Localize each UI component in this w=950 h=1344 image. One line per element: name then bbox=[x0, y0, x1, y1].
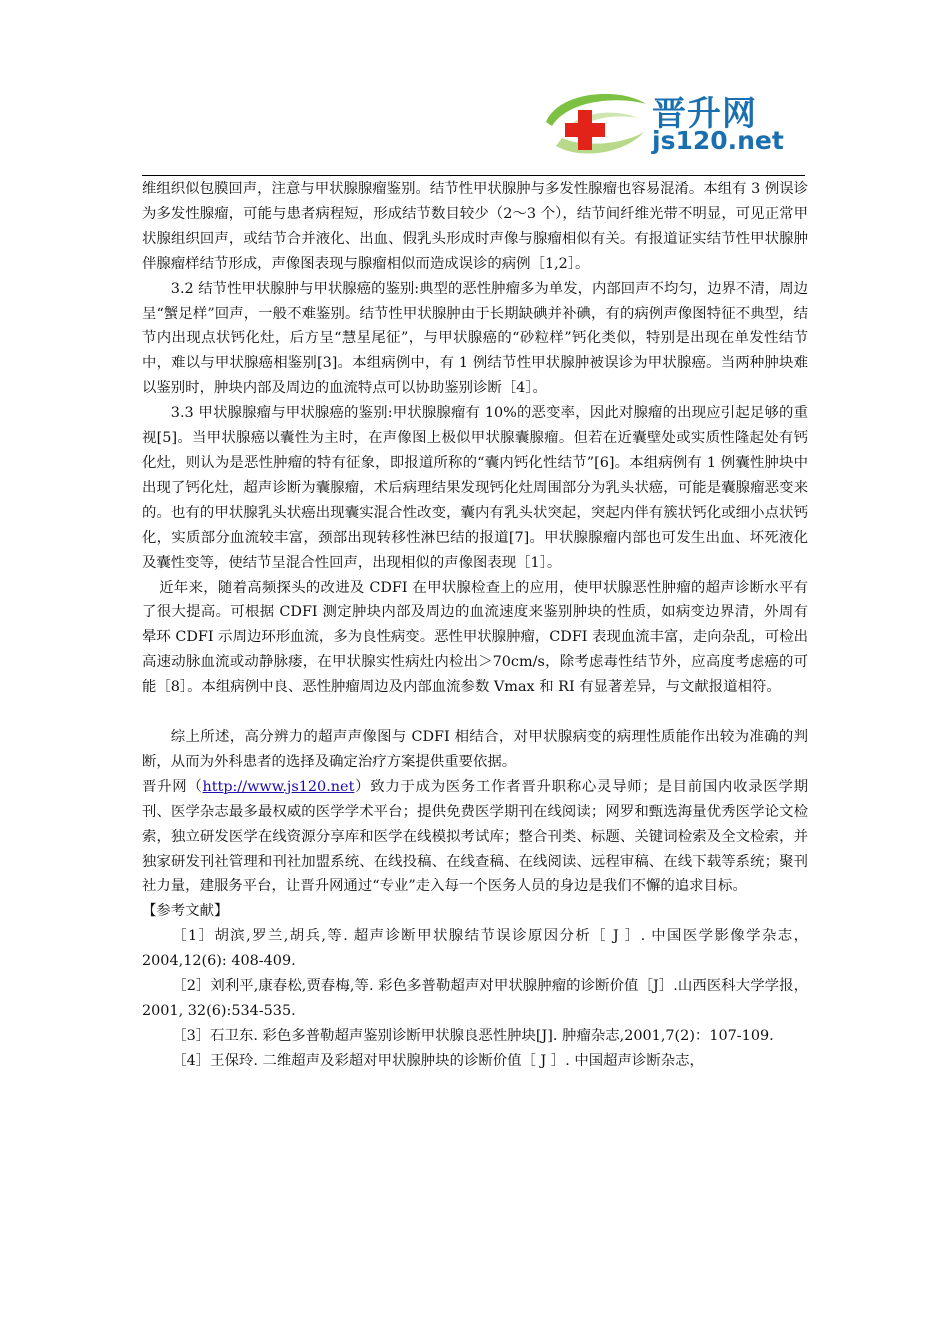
logo-name: 晋升网 bbox=[652, 94, 757, 134]
paragraph-section-3-2: 3.2 结节性甲状腺肿与甲状腺癌的鉴别:典型的恶性肿瘤多为单发，内部回声不均匀，边界不清，周边呈“蟹足样”回声，一般不难鉴别。结节性甲状腺肿由于长期缺碘并补碘，有的病例声像图特征不典型，结节内出现点状钙化灶，后方呈“慧星尾征”，与甲状腺癌的“砂粒样”钙化类似，特别是出现在单发性结节中，难以与甲状腺癌相鉴别[3]。本组病例中，有 1 例结节性甲状腺肿被误诊为甲状腺癌。当两种肿块难以鉴别时，肿块内部及周边的血流特点可以协助鉴别诊断［4］。 bbox=[142, 280, 808, 397]
paragraph-section-3-3: 3.3 甲状腺腺瘤与甲状腺癌的鉴别:甲状腺腺瘤有 10%的恶变率，因此对腺瘤的出现应引起足够的重视[5]。当甲状腺癌以囊性为主时，在声像图上极似甲状腺囊腺瘤。但若在近囊壁处或实质性隆起处有钙化灶，则认为是恶性肿瘤的特有征象，即报道所称的“囊内钙化性结节”[6]。本组病例有 1 例囊性肿块中出现了钙化灶，超声诊断为囊腺瘤，术后病理结果发现钙化灶周围部分为乳头状癌，可能是囊腺瘤恶变来的。也有的甲状腺乳头状癌出现囊实混合性改变，囊内有乳头状突起，突起内伴有簇状钙化或细小点状钙化，实质部分血流较丰富，颈部出现转移性淋巴结的报道[7]。甲状腺腺瘤内部也可发生出血、坏死液化及囊性变等，使结节呈混合性回声，出现相似的声像图表现［1］。 bbox=[142, 405, 808, 571]
promo-text: ）致力于成为医务工作者晋升职称心灵导师；是目前国内收录医学期刊、医学杂志最多最权威的医学学术平台；提供免费医学期刊在线阅读；网罗和甄选海量优秀医学论文检索，独立研发医学在线资源分享库和医学在线模拟考试库；整合刊类、标题、关键词检索及全文检索，并独家研发刊社管理和刊社加盟系统、在线投稿、在线查稿、在线阅读、远程审稿、在线下载等系统；聚刊社力量，建服务平台，让晋升网通过“专业”走入每一个医务人员的身边是我们不懈的追求目标。 bbox=[142, 778, 808, 895]
site-link[interactable]: http://www.js120.net bbox=[202, 778, 355, 795]
site-logo[interactable] bbox=[540, 82, 800, 162]
logo-url: js120.net bbox=[652, 126, 784, 155]
reference-item-4: ［4］王保玲. 二维超声及彩超对甲状腺肿块的诊断价值［ J ］. 中国超声诊断杂志， bbox=[172, 1052, 704, 1069]
logo-emblem-icon bbox=[540, 82, 652, 162]
promo-paragraph bbox=[142, 775, 808, 900]
reference-item-1: ［1］胡滨,罗兰,胡兵,等. 超声诊断甲状腺结节误诊原因分析［ J ］. 中国医学影像学杂志，2004,12(6): 408-409. bbox=[142, 928, 808, 970]
paragraph-gap bbox=[142, 700, 808, 725]
paragraph-conclusion: 综上所述，高分辨力的超声声像图与 CDFI 相结合，对甲状腺病变的病理性质能作出较为准确的判断，从而为外科患者的选择及确定治疗方案提供重要依据。 bbox=[142, 729, 808, 770]
reference-item-3: ［3］石卫东. 彩色多普勒超声鉴别诊断甲状腺良恶性肿块[J]. 肿瘤杂志,2001,7(2)：107-109. bbox=[172, 1027, 774, 1044]
paragraph-cdfi: 近年来，随着高频探头的改进及 CDFI 在甲状腺检查上的应用，使甲状腺恶性肿瘤的超声诊断水平有了很大提高。可根据 CDFI 测定肿块内部及周边的血流速度来鉴别肿块的性质，如病变边界清，外周有晕环 CDFI 示周边环形血流，多为良性病变。恶性甲状腺肿瘤，CDFI 表现血流丰富，走向杂乱，可检出高速动脉血流或动静脉瘘，在甲状腺实性病灶内检出＞70cm/s，除考虑毒性结节外，应高度考虑癌的可能［8］。本组病例中良、恶性肿瘤周边及内部血流参数 Vmax 和 RI 有显著差异，与文献报道相符。 bbox=[142, 579, 808, 696]
reference-item-2: ［2］刘利平,康春松,贾春梅,等. 彩色多普勒超声对甲状腺肿瘤的诊断价值［J］.山西医科大学学报，2001, 32(6):534-535. bbox=[142, 978, 808, 1019]
promo-prefix: 晋升网（ bbox=[142, 778, 203, 795]
header-divider bbox=[142, 175, 805, 176]
paragraph-continuation: 维组织似包膜回声，注意与甲状腺腺瘤鉴别。结节性甲状腺肿与多发性腺瘤也容易混淆。本组有 3 例误诊为多发性腺瘤，可能与患者病程短，形成结节数目较少（2～3 个），结节间纤维光带不明显，可见正常甲状腺组织回声，或结节合并液化、出血、假乳头形成时声像与腺瘤相似有关。有报道证实结节性甲状腺肿伴腺瘤样结节形成，声像图表现与腺瘤相似而造成误诊的病例［1,2］。 bbox=[142, 181, 808, 272]
references-heading: 【参考文献】 bbox=[142, 903, 229, 920]
article-body bbox=[142, 177, 808, 1074]
